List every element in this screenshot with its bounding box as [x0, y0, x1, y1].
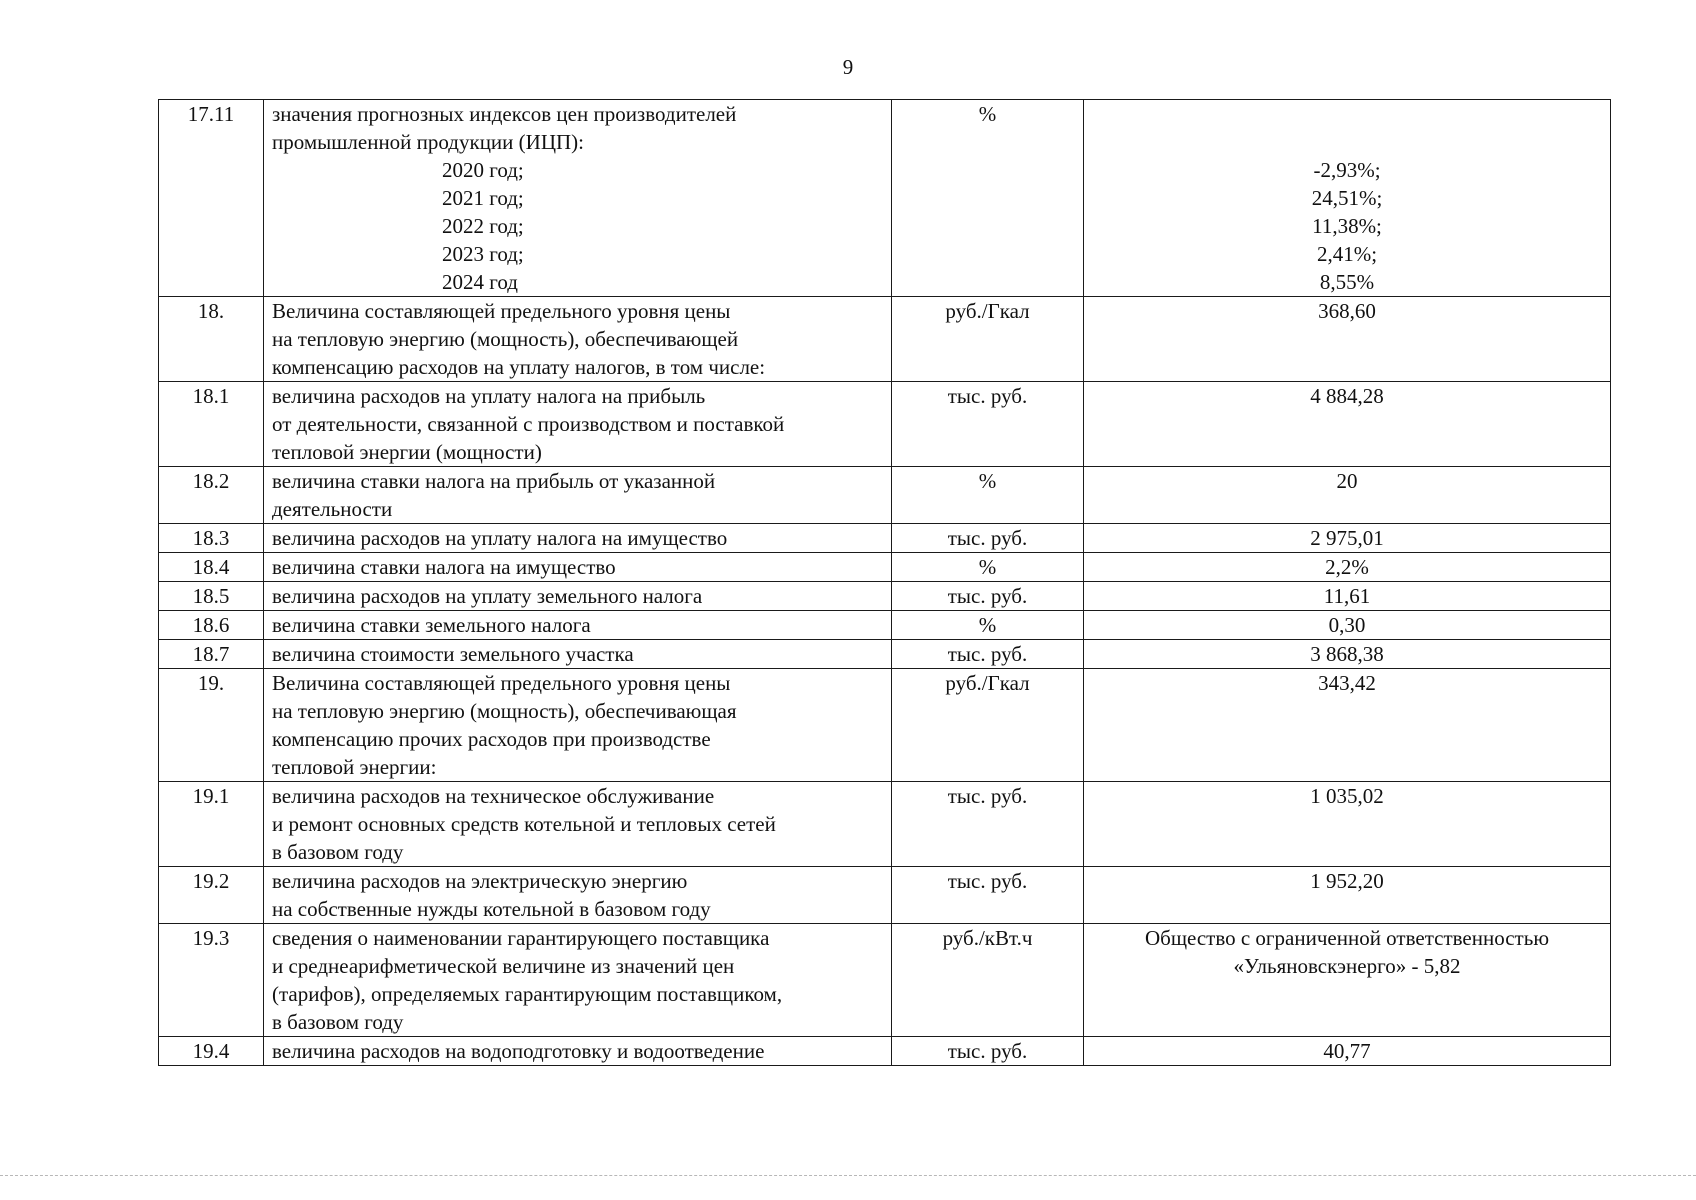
- value-line: 0,30: [1328, 613, 1366, 637]
- row-value: [1084, 924, 1611, 1037]
- year-label: 2020 год;: [442, 158, 524, 182]
- value-line: -2,93%;: [1313, 158, 1381, 182]
- description-line: компенсацию расходов на уплату налогов, в том числе:: [272, 355, 766, 379]
- row-value: [1084, 297, 1611, 382]
- row-value: [1084, 582, 1611, 611]
- row-value: [1084, 524, 1611, 553]
- row-number: 19.: [159, 669, 264, 782]
- row-value: [1084, 669, 1611, 782]
- row-description: [264, 867, 892, 924]
- row-unit: тыс. руб.: [892, 640, 1084, 669]
- value-line: 20: [1336, 469, 1358, 493]
- row-number: 18.5: [159, 582, 264, 611]
- row-description: [264, 669, 892, 782]
- description-line: тепловой энергии (мощности): [272, 440, 542, 464]
- row-value: [1084, 1037, 1611, 1066]
- description-line: Величина составляющей предельного уровня цены: [272, 299, 731, 323]
- value-line: 1 035,02: [1310, 784, 1384, 808]
- value-line: 2 975,01: [1310, 526, 1384, 550]
- indicators-table: [158, 99, 1611, 1066]
- year-label: 2023 год;: [442, 242, 524, 266]
- row-value: [1084, 611, 1611, 640]
- row-unit: руб./Гкал: [892, 669, 1084, 782]
- row-unit: %: [892, 611, 1084, 640]
- description-line: компенсацию прочих расходов при производстве: [272, 727, 711, 751]
- row-unit: %: [892, 467, 1084, 524]
- row-description: [264, 297, 892, 382]
- table-row: [159, 924, 1611, 1037]
- row-unit: руб./Гкал: [892, 297, 1084, 382]
- value-spacer: [1092, 128, 1602, 156]
- row-value: [1084, 382, 1611, 467]
- row-unit: руб./кВт.ч: [892, 924, 1084, 1037]
- row-description: [264, 640, 892, 669]
- description-line: значения прогнозных индексов цен производителей: [272, 102, 737, 126]
- page-number: 9: [842, 55, 854, 79]
- row-unit: тыс. руб.: [892, 867, 1084, 924]
- row-number: 19.2: [159, 867, 264, 924]
- row-number: 19.1: [159, 782, 264, 867]
- description-line: сведения о наименовании гарантирующего поставщика: [272, 926, 770, 950]
- description-line: и ремонт основных средств котельной и тепловых сетей: [272, 812, 776, 836]
- description-line: в базовом году: [272, 1010, 404, 1034]
- table-row: [159, 100, 1611, 297]
- description-line: Величина составляющей предельного уровня цены: [272, 671, 731, 695]
- description-line: величина ставки налога на имущество: [272, 555, 616, 579]
- value-line: Общество с ограниченной ответственностью: [1144, 926, 1550, 950]
- description-line: величина расходов на техническое обслуживание: [272, 784, 715, 808]
- row-description: [264, 782, 892, 867]
- description-line: (тарифов), определяемых гарантирующим поставщиком,: [272, 982, 783, 1006]
- row-number: 18.7: [159, 640, 264, 669]
- row-number: 18.3: [159, 524, 264, 553]
- value-line: 4 884,28: [1310, 384, 1384, 408]
- description-line: величина расходов на уплату налога на имущество: [272, 526, 728, 550]
- table-row: [159, 1037, 1611, 1066]
- value-line: 11,38%;: [1312, 214, 1382, 238]
- value-line: 1 952,20: [1310, 869, 1384, 893]
- row-unit: тыс. руб.: [892, 582, 1084, 611]
- value-line: 3 868,38: [1310, 642, 1384, 666]
- description-line: величина расходов на уплату земельного налога: [272, 584, 703, 608]
- row-value: [1084, 100, 1611, 297]
- table-row: [159, 669, 1611, 782]
- row-value: [1084, 782, 1611, 867]
- row-number: 18.2: [159, 467, 264, 524]
- value-line: 368,60: [1318, 299, 1376, 323]
- description-line: промышленной продукции (ИЦП):: [272, 130, 584, 154]
- year-label: 2021 год;: [442, 186, 524, 210]
- description-line: величина стоимости земельного участка: [272, 642, 634, 666]
- row-description: [264, 582, 892, 611]
- scan-edge-line: [0, 1175, 1696, 1176]
- description-line: тепловой энергии:: [272, 755, 437, 779]
- description-line: величина ставки налога на прибыль от указанной: [272, 469, 716, 493]
- row-description: [264, 1037, 892, 1066]
- table-row: [159, 467, 1611, 524]
- row-description: [264, 924, 892, 1037]
- description-line: на тепловую энергию (мощность), обеспечивающая: [272, 699, 737, 723]
- row-value: [1084, 467, 1611, 524]
- row-description: [264, 467, 892, 524]
- description-line: величина ставки земельного налога: [272, 613, 591, 637]
- row-description: [264, 611, 892, 640]
- description-line: величина расходов на водоподготовку и водоотведение: [272, 1039, 765, 1063]
- row-number: 19.4: [159, 1037, 264, 1066]
- row-number: 18.1: [159, 382, 264, 467]
- table-body: [159, 100, 1611, 1066]
- value-line: 24,51%;: [1311, 186, 1383, 210]
- row-unit: %: [892, 553, 1084, 582]
- description-line: на тепловую энергию (мощность), обеспечивающей: [272, 327, 739, 351]
- table-row: [159, 524, 1611, 553]
- row-unit: тыс. руб.: [892, 1037, 1084, 1066]
- table-row: [159, 297, 1611, 382]
- row-description: [264, 100, 892, 297]
- description-line: деятельности: [272, 497, 393, 521]
- row-number: 18.: [159, 297, 264, 382]
- table-row: [159, 782, 1611, 867]
- description-line: в базовом году: [272, 840, 404, 864]
- row-number: 17.11: [159, 100, 264, 297]
- table-row: [159, 582, 1611, 611]
- description-line: на собственные нужды котельной в базовом году: [272, 897, 711, 921]
- table-row: [159, 867, 1611, 924]
- year-label: 2022 год;: [442, 214, 524, 238]
- description-line: от деятельности, связанной с производством и поставкой: [272, 412, 785, 436]
- row-number: 19.3: [159, 924, 264, 1037]
- value-line: 11,61: [1323, 584, 1371, 608]
- row-unit: тыс. руб.: [892, 382, 1084, 467]
- row-number: 18.6: [159, 611, 264, 640]
- table-row: [159, 611, 1611, 640]
- description-line: величина расходов на электрическую энергию: [272, 869, 688, 893]
- row-unit: %: [892, 100, 1084, 297]
- value-line: 343,42: [1318, 671, 1376, 695]
- row-description: [264, 553, 892, 582]
- value-spacer: [1092, 100, 1602, 128]
- description-line: и среднеарифметической величине из значений цен: [272, 954, 735, 978]
- table-row: [159, 382, 1611, 467]
- row-value: [1084, 640, 1611, 669]
- row-description: [264, 524, 892, 553]
- description-line: величина расходов на уплату налога на прибыль: [272, 384, 706, 408]
- year-label: 2024 год: [442, 270, 518, 294]
- table-row: [159, 553, 1611, 582]
- value-line: 2,41%;: [1316, 242, 1378, 266]
- table-row: [159, 640, 1611, 669]
- value-line: 2,2%: [1325, 555, 1369, 579]
- row-unit: тыс. руб.: [892, 524, 1084, 553]
- row-unit: тыс. руб.: [892, 782, 1084, 867]
- row-number: 18.4: [159, 553, 264, 582]
- value-line: «Ульяновскэнерго» - 5,82: [1233, 954, 1461, 978]
- row-value: [1084, 867, 1611, 924]
- value-line: 8,55%: [1319, 270, 1375, 294]
- value-line: 40,77: [1323, 1039, 1371, 1063]
- row-description: [264, 382, 892, 467]
- row-value: [1084, 553, 1611, 582]
